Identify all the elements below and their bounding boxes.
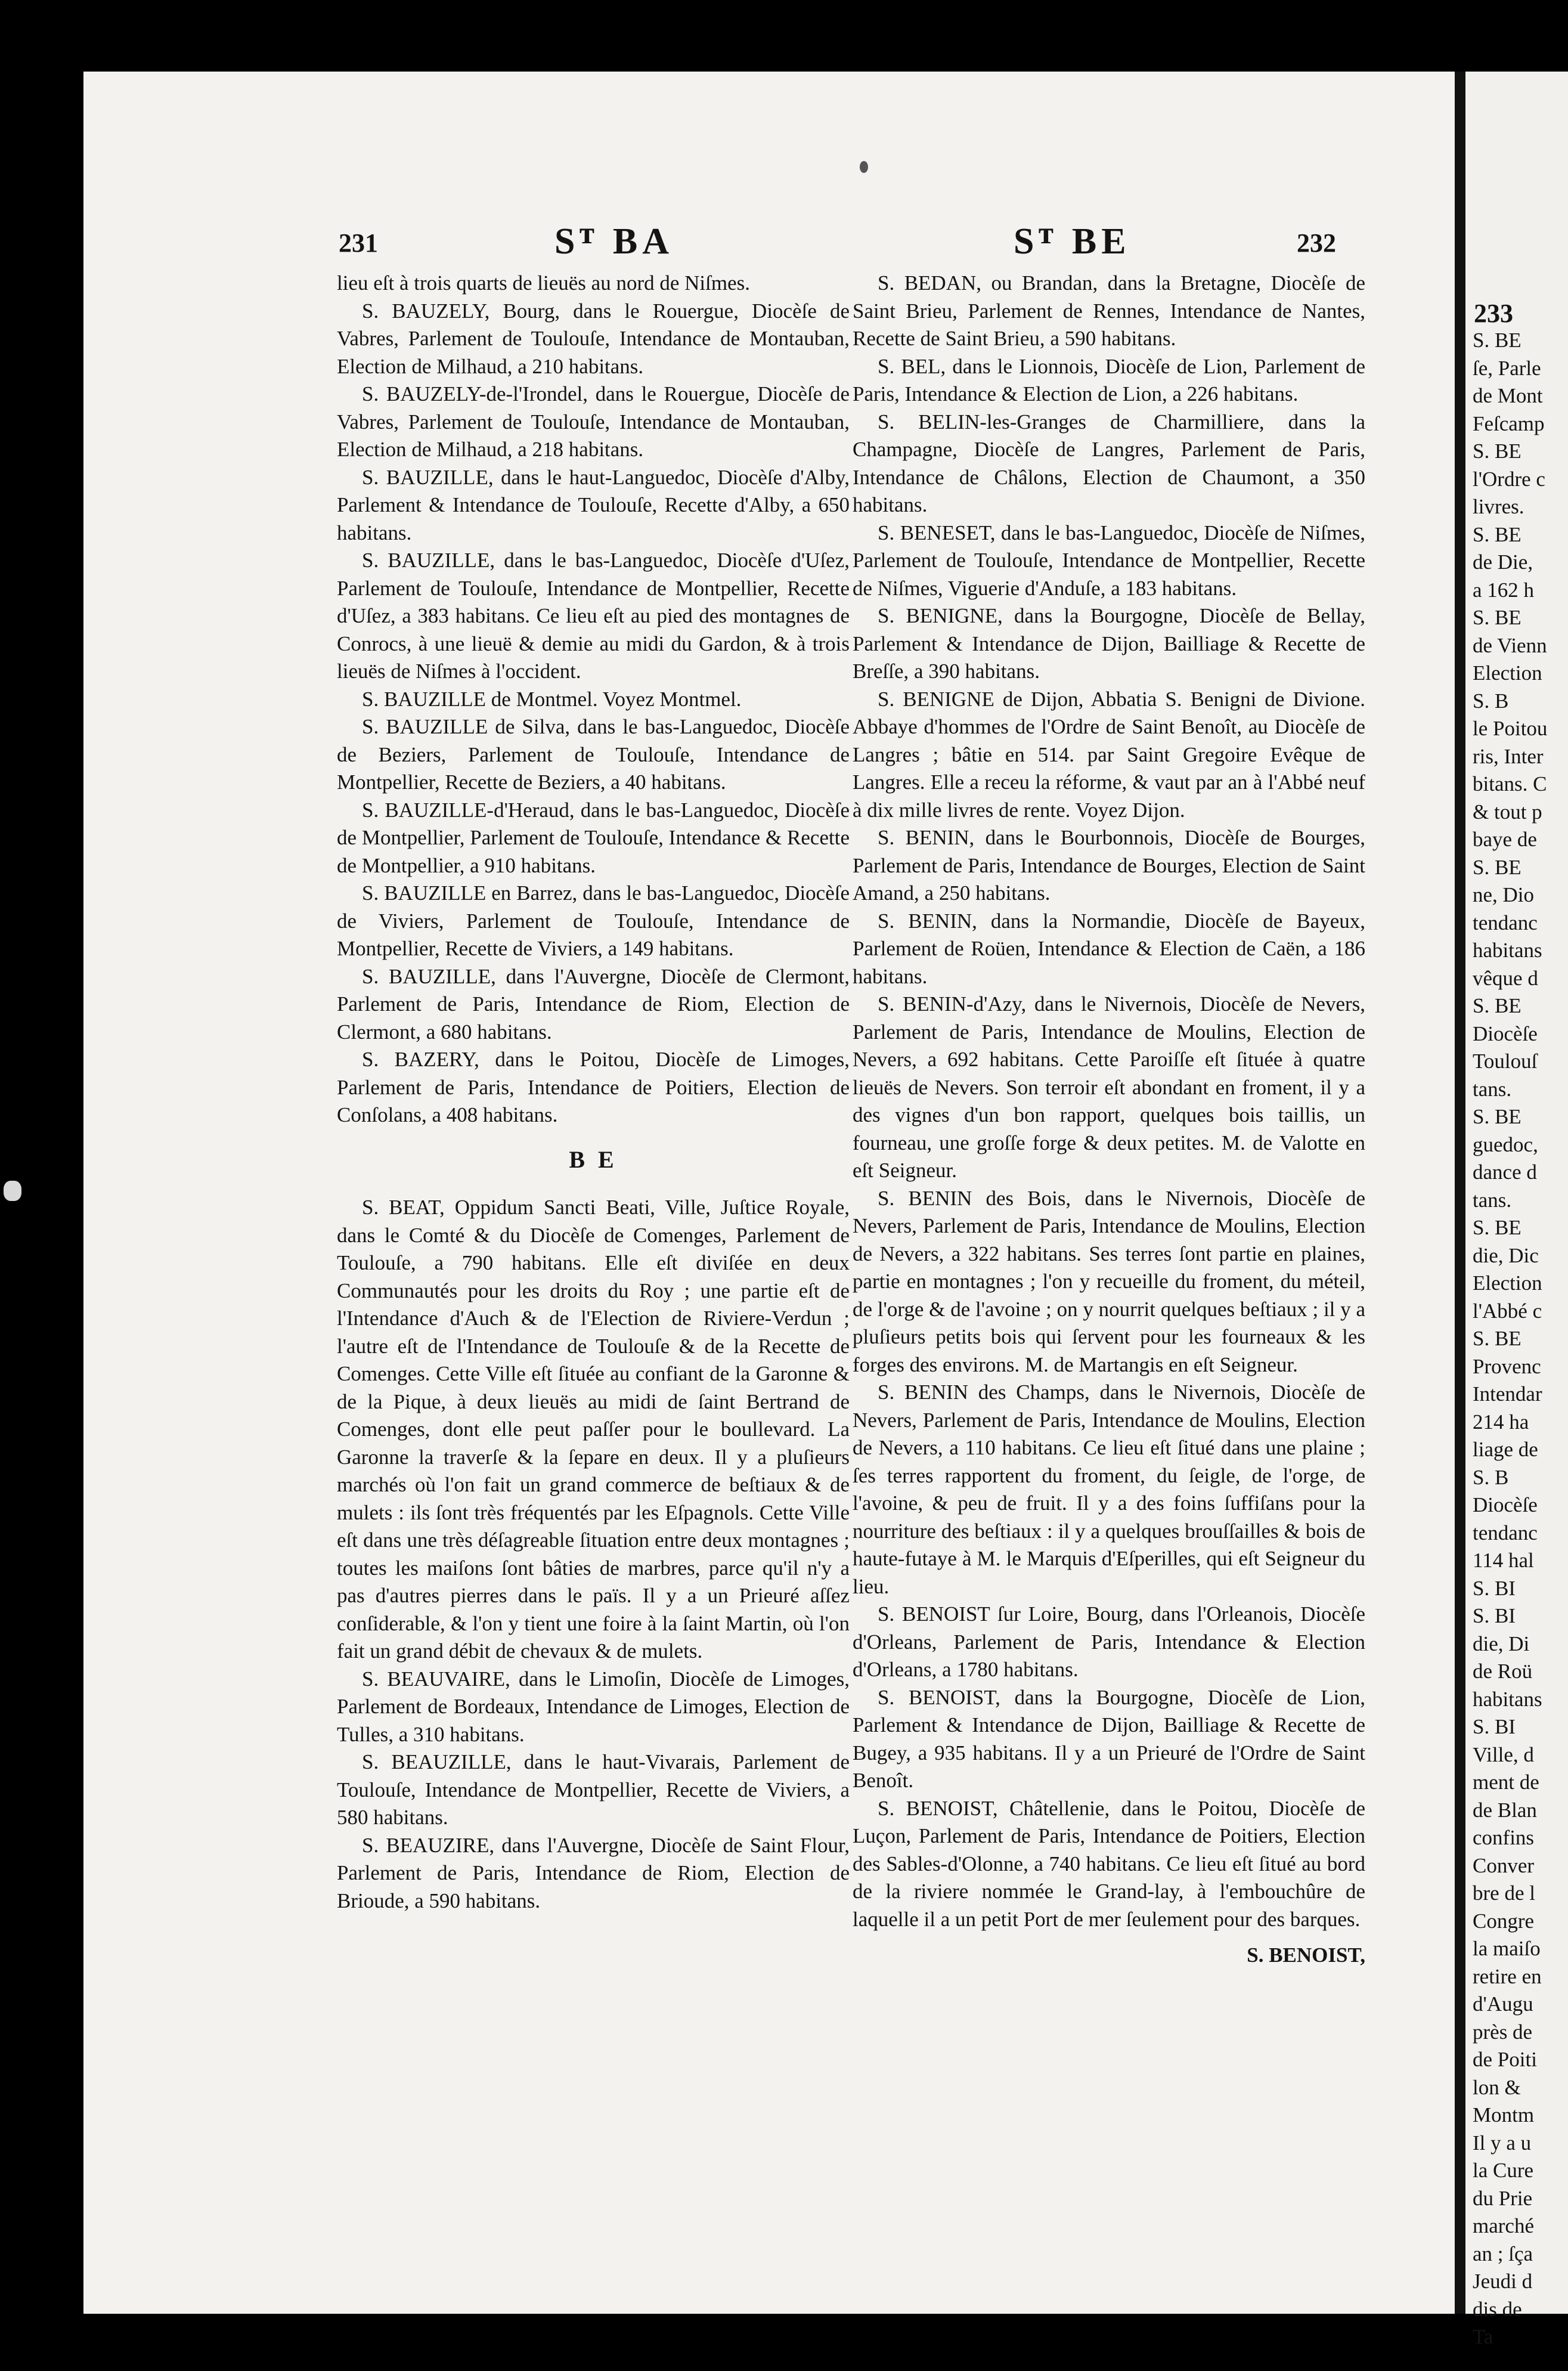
entry: S. BEDAN, ou Brandan, dans la Bretagne, Diocèſe de Saint Brieu, Parlement de Rennes, Intendance de Nantes, Recette de Saint Brieu, a 590 habitans. [853, 271, 1365, 350]
entry: S. BAUZILLE, dans le haut-Languedoc, Diocèſe d'Alby, Parlement & Intendance de Toulouſe, Recette d'Alby, a 650 habitans. [337, 465, 850, 544]
next-page-line: ment de [1473, 1770, 1539, 1794]
right-text-column [853, 270, 1365, 1970]
next-page-line: habitans [1473, 1687, 1542, 1711]
section-heading: B E [569, 1146, 618, 1173]
entry: S. BENIN, dans le Bourbonnois, Diocèſe de Bourges, Parlement de Paris, Intendance de Bourges, Election de Saint Amand, a 250 habitans. [853, 826, 1365, 905]
running-header-left: Sᵀ BA [554, 221, 674, 262]
next-page-line: la maiſo [1473, 1937, 1541, 1960]
page-number-right: 232 [1297, 228, 1336, 258]
next-page-line: vêque d [1473, 966, 1538, 990]
catchword: S. BENOIST, [1247, 1943, 1365, 1967]
next-page-line: S. BI [1473, 1715, 1516, 1738]
next-page-line: S. BE [1473, 1327, 1521, 1350]
next-page-line: dance d [1473, 1160, 1537, 1184]
next-page-line: & tout p [1473, 800, 1542, 824]
next-page-line: Election [1473, 661, 1542, 685]
next-page-line: bitans. C [1473, 772, 1547, 796]
entry: S. BENIN-d'Azy, dans le Nivernois, Diocèſe de Nevers, Parlement de Paris, Intendance de Moulins, Election de Nevers, a 692 habitans. Cette Paroiſſe eſt ſituée à quatre lieuës de Nevers. Son terroir eſt abondant en froment, il y a des vignes d'un bon rapport, quelques bois taillis, un fourneau, une groſſe forge & deux petites. M. de Valotte en eſt Seigneur. [853, 992, 1365, 1182]
next-page-line: Diocèſe [1473, 1022, 1538, 1045]
next-page-line: confins [1473, 1826, 1535, 1849]
next-page-line: tans. [1473, 1077, 1512, 1101]
next-page-line: habitans [1473, 939, 1542, 962]
entry: S. BAZERY, dans le Poitou, Diocèſe de Limoges, Parlement de Paris, Intendance de Poitiers, Election de Conſolans, a 408 habitans. [337, 1048, 850, 1126]
entry: S. BAUZILLE de Silva, dans le bas-Languedoc, Diocèſe de Beziers, Parlement de Toulouſe, Intendance de Montpellier, Recette de Beziers, a 40 habitans. [337, 715, 850, 794]
next-page-line: S. BE [1473, 439, 1521, 463]
running-header-right: Sᵀ BE [1014, 221, 1131, 262]
next-page-line: bre de l [1473, 1881, 1535, 1905]
next-page-line: ris, Inter [1473, 744, 1544, 768]
next-page-line: liage de [1473, 1438, 1538, 1461]
page-gutter [1455, 72, 1465, 2314]
entry: S. BELIN-les-Granges de Charmilliere, dans la Champagne, Diocèſe de Langres, Parlement de Paris, Intendance de Châlons, Election de Chaumont, a 350 habitans. [853, 410, 1365, 516]
next-page-line: ne, Dio [1473, 883, 1535, 906]
next-page-line: a 162 h [1473, 578, 1535, 602]
next-page-line: S. BI [1473, 1604, 1516, 1627]
entry: S. BENESET, dans le bas-Languedoc, Diocèſe de Niſmes, Parlement de Toulouſe, Intendance de Montpellier, Recette de Niſmes, Viguerie d'Anduſe, a 183 habitans. [853, 521, 1365, 600]
next-page-line: Il y a u [1473, 2131, 1532, 2155]
entry: S. BENOIST, dans la Bourgogne, Diocèſe de Lion, Parlement & Intendance de Dijon, Bailliage & Recette de Bugey, a 935 habitans. Il y a un Prieuré de l'Ordre de Saint Benoît. [853, 1685, 1365, 1792]
next-page-line: le Poitou [1473, 717, 1548, 740]
entry: lieu eſt à trois quarts de lieuës au nord de Niſmes. [337, 271, 751, 295]
next-page-line: S. BE [1473, 855, 1521, 879]
left-text-column [337, 270, 850, 1915]
entry: S. BENIN des Champs, dans le Nivernois, Diocèſe de Nevers, Parlement de Paris, Intendance de Moulins, Election de Nevers, a 110 habitans. Ce lieu eſt ſitué dans une plaine ; ſes terres rapportent du froment, du ſeigle, de l'orge, de l'avoine, & peu de fruit. Il y a des foins ſuffiſans pour la nourriture des beſtiaux : il y a quelques brouſſailles & bois de haute-futaye à M. le Marquis d'Eſperilles, qui eſt Seigneur du lieu. [853, 1380, 1365, 1598]
entry: S. BAUZELY, Bourg, dans le Rouergue, Diocèſe de Vabres, Parlement de Toulouſe, Intendance de Montauban, Election de Milhaud, a 210 habitans. [337, 299, 850, 378]
next-page-text-fragments [1473, 327, 1568, 2351]
next-page-line: marché [1473, 2214, 1534, 2237]
next-page-line: S. BE [1473, 606, 1521, 629]
next-page-line: S. B [1473, 1465, 1509, 1489]
entry: S. BEAUVAIRE, dans le Limoſin, Diocèſe de Limoges, Parlement de Bordeaux, Intendance de Limoges, Election de Tulles, a 310 habitans. [337, 1667, 850, 1746]
next-page-line: die, Di [1473, 1632, 1530, 1655]
next-page-line: S. BI [1473, 1576, 1516, 1600]
next-page-line: Intendar [1473, 1382, 1542, 1406]
entry: S. BEAUZIRE, dans l'Auvergne, Diocèſe de Saint Flour, Parlement de Paris, Intendance de Riom, Election de Brioude, a 590 habitans. [337, 1833, 850, 1912]
next-page-line: de Vienn [1473, 633, 1547, 657]
next-page-line: Congre [1473, 1909, 1535, 1933]
next-page-line: Diocèſe [1473, 1493, 1538, 1516]
scan-speck [4, 1181, 21, 1201]
next-page-line: Ta [1473, 2325, 1493, 2348]
next-page-edge [1455, 72, 1568, 2348]
next-page-line: du Prie [1473, 2186, 1533, 2210]
next-page-line: la Cure [1473, 2159, 1534, 2182]
next-page-line: Toulouſ [1473, 1050, 1538, 1073]
ink-spot [860, 161, 868, 173]
next-page-line: Jeudi d [1473, 2270, 1533, 2293]
next-page-line: tans. [1473, 1188, 1512, 1212]
next-page-line: dis de [1473, 2297, 1522, 2321]
next-page-line: de Poiti [1473, 2048, 1537, 2071]
next-page-line: S. BE [1473, 329, 1521, 352]
page-number-left: 231 [339, 228, 378, 258]
next-page-line: S. BE [1473, 1105, 1521, 1128]
next-page-line: Ville, d [1473, 1742, 1534, 1766]
next-page-line: Feſcamp [1473, 411, 1545, 435]
entry: S. BENOIST ſur Loire, Bourg, dans l'Orleanois, Diocèſe d'Orleans, Parlement de Paris, Intendance & Election d'Orleans, a 1780 habitans. [853, 1602, 1365, 1681]
next-page-line: lon & [1473, 2075, 1521, 2099]
next-page-line: baye de [1473, 828, 1537, 851]
entry: S. BAUZILLE, dans le bas-Languedoc, Diocèſe d'Uſez, Parlement de Toulouſe, Intendance de Montpellier, Recette d'Uſez, a 383 habitans. Ce lieu eſt au pied des montagnes de Conrocs, à une lieuë & demie au midi du Gardon, & à trois lieuës de Niſmes à l'occident. [337, 549, 850, 683]
next-page-line: S. BE [1473, 522, 1521, 546]
next-page-line: de Die, [1473, 550, 1533, 574]
entry: S. BENIN, dans la Normandie, Diocèſe de Bayeux, Parlement de Roüen, Intendance & Election de Caën, a 186 habitans. [853, 909, 1365, 988]
entry: S. BAUZILLE, dans l'Auvergne, Diocèſe de Clermont, Parlement de Paris, Intendance de Riom, Election de Clermont, a 680 habitans. [337, 964, 850, 1044]
entry: S. BEL, dans le Lionnois, Diocèſe de Lion, Parlement de Paris, Intendance & Election de Lion, a 226 habitans. [853, 354, 1365, 406]
next-page-line: tendanc [1473, 911, 1538, 934]
next-page-line: Provenc [1473, 1354, 1541, 1378]
next-page-line: S. B [1473, 689, 1509, 713]
next-page-line: die, Dic [1473, 1243, 1539, 1267]
next-page-line: Conver [1473, 1853, 1535, 1877]
next-page-line: l'Abbé c [1473, 1299, 1542, 1323]
page-number-next: 233 [1474, 299, 1513, 328]
entry: S. BENIN des Bois, dans le Nivernois, Diocèſe de Nevers, Parlement de Paris, Intendance de Moulins, Election de Nevers, a 322 habitans. Ses terres ſont partie en plaines, partie en montagnes ; l'on y recueille du froment, du méteil, de l'orge & de l'avoine ; on y nourrit quelques beſtiaux ; il y a pluſieurs petits bois qui ſervent pour les fourneaux & les forges des environs. M. de Martangis en eſt Seigneur. [853, 1186, 1365, 1376]
entry: S. BEAT, Oppidum Sancti Beati, Ville, Juſtice Royale, dans le Comté & du Diocèſe de Comenges, Parlement de Toulouſe, a 790 habitans. Elle eſt diviſée en deux Communautés pour les droits du Roy ; une partie eſt de l'Intendance d'Auch & de l'Election de Riviere-Verdun ; l'autre eſt de l'Intendance de Toulouſe & de la Recette de Comenges. Cette Ville eſt ſituée au confiant de la Garonne & de la Pique, à deux lieuës au midi de ſaint Bertrand de Comenges, dont elle peut paſſer pour le boullevard. La Garonne la traverſe & la ſepare en deux. Il y a pluſieurs marchés où l'on fait un grand commerce de beſtiaux & de mulets : ils ſont très fréquentés par les Eſpagnols. Cette Ville eſt dans une très déſagreable ſituation entre deux montagnes ; toutes les maiſons ſont bâties de marbres, parce qu'il n'y a pas d'autres pierres dans le païs. Il y a un Prieuré aſſez conſiderable, & l'on y tient une foire à la ſaint Martin, où l'on fait un grand débit de chevaux & de mulets. [337, 1196, 850, 1663]
next-page-line: de Blan [1473, 1798, 1537, 1822]
next-page-line: retire en [1473, 1964, 1542, 1988]
next-page-line: près de [1473, 2020, 1533, 2044]
next-page-line: S. BE [1473, 1216, 1521, 1239]
next-page-line: guedoc, [1473, 1132, 1538, 1156]
entry: S. BAUZILLE-d'Heraud, dans le bas-Languedoc, Diocèſe de Montpellier, Parlement de Toulouſe, Intendance & Recette de Montpellier, a 910 habitans. [337, 798, 850, 877]
next-page-line: de Roü [1473, 1660, 1533, 1683]
next-page-line: 214 ha [1473, 1410, 1529, 1434]
next-page-line: an ; ſça [1473, 2242, 1533, 2265]
next-page-line: tendanc [1473, 1521, 1538, 1544]
entry: S. BAUZILLE de Montmel. Voyez Montmel. [362, 687, 742, 711]
next-page-line: S. BE [1473, 994, 1521, 1017]
next-page-line: d'Augu [1473, 1992, 1533, 2016]
next-page-line: l'Ordre c [1473, 467, 1545, 491]
next-page-line: Election [1473, 1271, 1542, 1295]
entry: S. BENOIST, Châtellenie, dans le Poitou, Diocèſe de Luçon, Parlement de Paris, Intendance de Poitiers, Election des Sables-d'Olonne, a 740 habitans. Ce lieu eſt ſitué au bord de la riviere nommée le Grand-lay, à l'embouchûre de laquelle il a un petit Port de mer ſeulement pour des barques. [853, 1796, 1365, 1931]
next-page-line: Montm [1473, 2103, 1535, 2127]
next-page-line: de Mont [1473, 384, 1543, 407]
next-page-line: 114 hal [1473, 1549, 1534, 1572]
entry: S. BEAUZILLE, dans le haut-Vivarais, Parlement de Toulouſe, Intendance de Montpellier, Recette de Viviers, a 580 habitans. [337, 1750, 850, 1829]
entry: S. BAUZELY-de-l'Irondel, dans le Rouergue, Diocèſe de Vabres, Parlement de Toulouſe, Intendance de Montauban, Election de Milhaud, a 218 habitans. [337, 382, 850, 461]
entry: S. BAUZILLE en Barrez, dans le bas-Languedoc, Diocèſe de Viviers, Parlement de Toulouſe, Intendance de Montpellier, Recette de Viviers, a 149 habitans. [337, 881, 850, 960]
next-page-line: livres. [1473, 495, 1524, 518]
entry: S. BENIGNE de Dijon, Abbatia S. Benigni de Divione. Abbaye d'hommes de l'Ordre de Saint Benoît, au Diocèſe de Langres ; bâtie en 514. par Saint Gregoire Evêque de Langres. Elle a receu la réforme, & vaut par an à l'Abbé neuf à dix mille livres de rente. Voyez Dijon. [853, 687, 1365, 822]
entry: S. BENIGNE, dans la Bourgogne, Diocèſe de Bellay, Parlement & Intendance de Dijon, Bailliage & Recette de Breſſe, a 390 habitans. [853, 604, 1365, 683]
next-page-line: ſe, Parle [1473, 356, 1541, 380]
